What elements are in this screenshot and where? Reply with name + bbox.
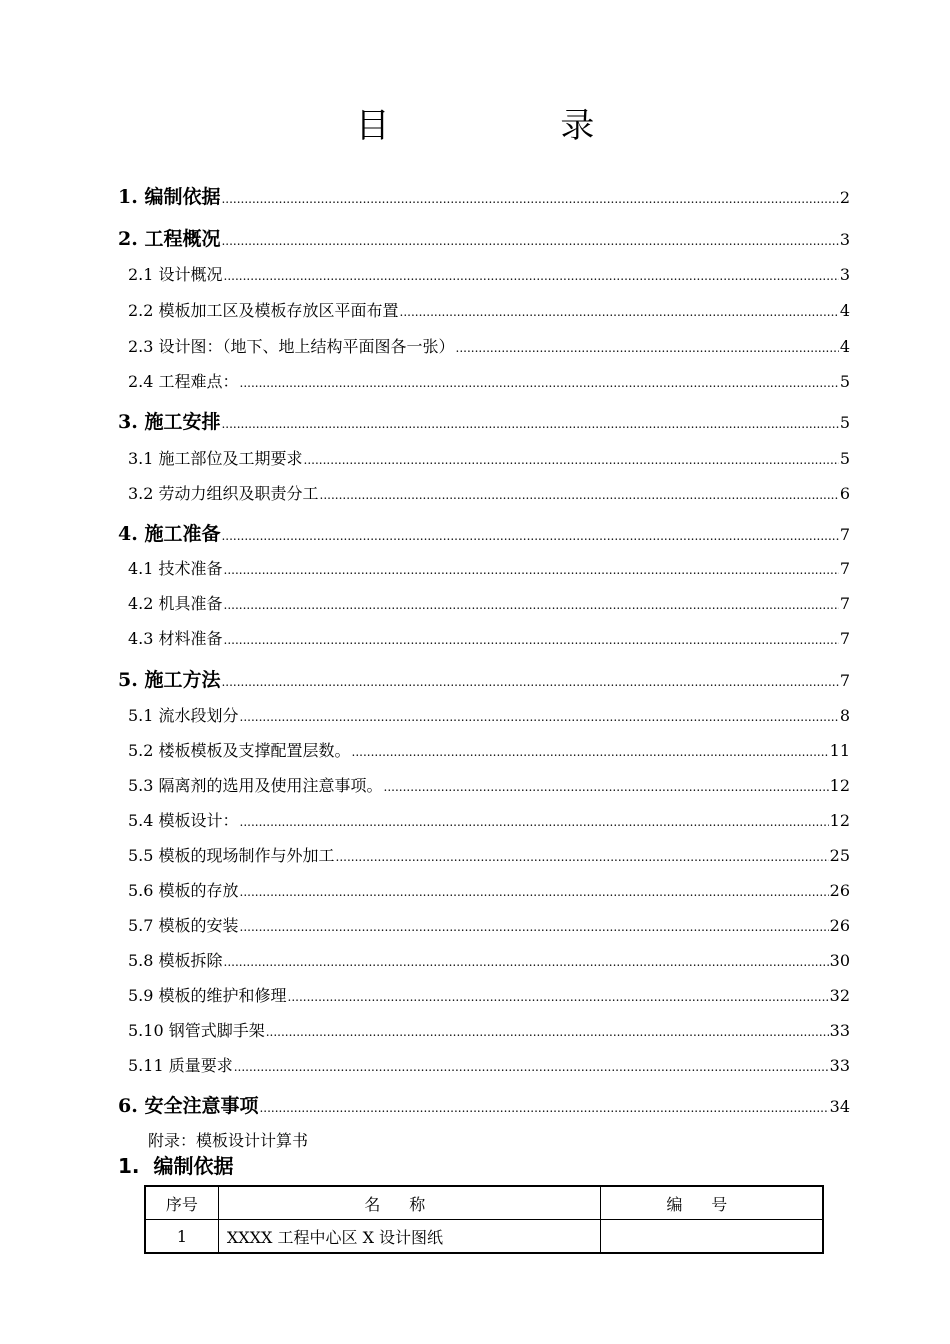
toc-entry[interactable] — [128, 262, 850, 285]
toc-entry-label: 5.4 模板设计： — [128, 811, 239, 830]
toc-page-number: 7 — [839, 671, 850, 690]
toc-page-number: 32 — [829, 986, 850, 1005]
toc-entry-label: 3.2 劳动力组织及职责分工 — [128, 484, 319, 503]
toc-page-number: 11 — [829, 741, 850, 760]
reference-table — [144, 1185, 824, 1254]
toc-dot-leader — [240, 920, 829, 934]
toc-title: 目 录 — [355, 106, 675, 146]
toc-entry-label: 3. 施工安排 — [118, 411, 221, 433]
toc-entry[interactable] — [128, 481, 850, 504]
toc-entry-label: 5.5 模板的现场制作与外加工 — [128, 846, 335, 865]
toc-entry[interactable] — [128, 738, 850, 761]
toc-page-number: 3 — [839, 230, 850, 249]
toc-entry-label: 5.3 隔离剂的选用及使用注意事项。 — [128, 776, 383, 795]
toc-entry-label: 5.2 楼板模板及支撑配置层数。 — [128, 741, 351, 760]
toc-entry-label: 1. 编制依据 — [118, 186, 221, 208]
toc-page-number: 26 — [829, 916, 850, 935]
toc-page-number: 7 — [839, 629, 850, 648]
toc-dot-leader — [240, 815, 829, 829]
toc-page-number: 5 — [839, 449, 850, 468]
toc-page-number: 5 — [839, 372, 850, 391]
toc-dot-leader — [234, 1060, 829, 1074]
toc-entry-label: 5.7 模板的安装 — [128, 916, 239, 935]
table-header-row — [145, 1186, 823, 1220]
toc-page-number: 25 — [829, 846, 850, 865]
toc-page-number: 6 — [839, 484, 850, 503]
toc-dot-leader — [400, 305, 839, 319]
toc-entry-label: 4.1 技术准备 — [128, 559, 223, 578]
toc-entry-label: 4. 施工准备 — [118, 523, 221, 545]
toc-entry-label: 5.1 流水段划分 — [128, 706, 239, 725]
toc-entry[interactable] — [128, 334, 850, 357]
toc-dot-leader — [224, 955, 829, 969]
toc-entry-label: 4.3 材料准备 — [128, 629, 223, 648]
section-heading — [118, 1150, 234, 1179]
toc-entry[interactable] — [118, 665, 850, 692]
toc-entry-label: 5.10 钢管式脚手架 — [128, 1021, 265, 1040]
toc-dot-leader — [304, 453, 839, 467]
toc-entry-label: 2. 工程概况 — [118, 228, 221, 250]
toc-page-number: 26 — [829, 881, 850, 900]
toc-page-number: 12 — [829, 811, 850, 830]
toc-page-number: 8 — [839, 706, 850, 725]
toc-dot-leader — [320, 488, 839, 502]
toc-dot-leader — [221, 417, 838, 431]
toc-dot-leader — [224, 563, 839, 577]
toc-dot-leader — [259, 1101, 828, 1115]
toc-page-number: 33 — [829, 1056, 850, 1075]
toc-dot-leader — [352, 745, 829, 759]
toc-page-number: 7 — [839, 594, 850, 613]
toc-entry[interactable] — [118, 182, 850, 209]
toc-entry[interactable] — [128, 591, 850, 614]
toc-entry[interactable] — [128, 369, 850, 392]
toc-dot-leader — [336, 850, 829, 864]
toc-dot-leader — [240, 885, 829, 899]
header-seq: 序号 — [145, 1186, 218, 1220]
toc-page-number: 33 — [829, 1021, 850, 1040]
toc-entry[interactable] — [118, 519, 850, 546]
header-code: 编号 — [600, 1186, 823, 1220]
toc-entry[interactable] — [128, 1053, 850, 1076]
toc-entry-label: 2.1 设计概况 — [128, 265, 223, 284]
toc-entry-label: 4.2 机具准备 — [128, 594, 223, 613]
toc-dot-leader — [240, 710, 839, 724]
toc-entry[interactable] — [128, 1018, 850, 1041]
toc-page-number: 34 — [829, 1097, 850, 1116]
toc-entry-label: 5.9 模板的维护和修理 — [128, 986, 287, 1005]
toc-entry[interactable] — [128, 808, 850, 831]
cell-seq: 1 — [145, 1220, 218, 1254]
toc-entry[interactable] — [128, 298, 850, 321]
toc-entry-label: 5.6 模板的存放 — [128, 881, 239, 900]
toc-dot-leader — [224, 633, 839, 647]
toc-page-number: 3 — [839, 265, 850, 284]
toc-dot-leader — [221, 234, 838, 248]
toc-dot-leader — [288, 990, 829, 1004]
toc-appendix: 附录：模板设计计算书 — [148, 1131, 309, 1150]
toc-entry-label: 3.1 施工部位及工期要求 — [128, 449, 303, 468]
toc-entry[interactable] — [128, 948, 850, 971]
toc-dot-leader — [456, 341, 839, 355]
header-name: 名称 — [218, 1186, 600, 1220]
toc-entry-label: 5.11 质量要求 — [128, 1056, 233, 1075]
toc-entry-label: 6. 安全注意事项 — [118, 1095, 259, 1117]
toc-entry-label: 2.2 模板加工区及模板存放区平面布置 — [128, 301, 399, 320]
toc-entry-label: 2.4 工程难点： — [128, 372, 239, 391]
toc-dot-leader — [266, 1025, 829, 1039]
toc-dot-leader — [240, 376, 839, 390]
toc-entry[interactable] — [128, 446, 850, 469]
cell-code — [600, 1220, 823, 1254]
toc-page-number: 4 — [839, 301, 850, 320]
section-number: 1. — [118, 1154, 140, 1178]
table-row — [145, 1220, 823, 1254]
toc-page-number: 12 — [829, 776, 850, 795]
toc-entry[interactable] — [118, 407, 850, 434]
toc-entry[interactable] — [128, 913, 850, 936]
toc-dot-leader — [224, 598, 839, 612]
toc-dot-leader — [384, 780, 829, 794]
toc-page-number: 7 — [839, 559, 850, 578]
toc-entry[interactable] — [128, 878, 850, 901]
section-title: 编制依据 — [153, 1154, 234, 1178]
toc-entry[interactable] — [118, 224, 850, 251]
toc-page-number: 30 — [829, 951, 850, 970]
toc-page-number: 4 — [839, 337, 850, 356]
toc-entry[interactable] — [118, 1091, 850, 1118]
cell-name: XXXX 工程中心区 X 设计图纸 — [218, 1220, 600, 1254]
toc-dot-leader — [221, 192, 838, 206]
toc-dot-leader — [221, 675, 838, 689]
toc-page-number: 5 — [839, 413, 850, 432]
toc-entry[interactable] — [128, 983, 850, 1006]
toc-dot-leader — [221, 529, 838, 543]
toc-entry-label: 5.8 模板拆除 — [128, 951, 223, 970]
toc-entry[interactable] — [128, 626, 850, 649]
toc-entry[interactable] — [128, 556, 850, 579]
toc-entry[interactable] — [128, 703, 850, 726]
toc-entry[interactable] — [128, 773, 850, 796]
toc-page-number: 2 — [839, 188, 850, 207]
toc-entry-label: 2.3 设计图：（地下、地上结构平面图各一张） — [128, 337, 455, 356]
toc-dot-leader — [224, 269, 839, 283]
toc-page-number: 7 — [839, 525, 850, 544]
toc-entry[interactable] — [128, 843, 850, 866]
toc-entry-label: 5. 施工方法 — [118, 669, 221, 691]
